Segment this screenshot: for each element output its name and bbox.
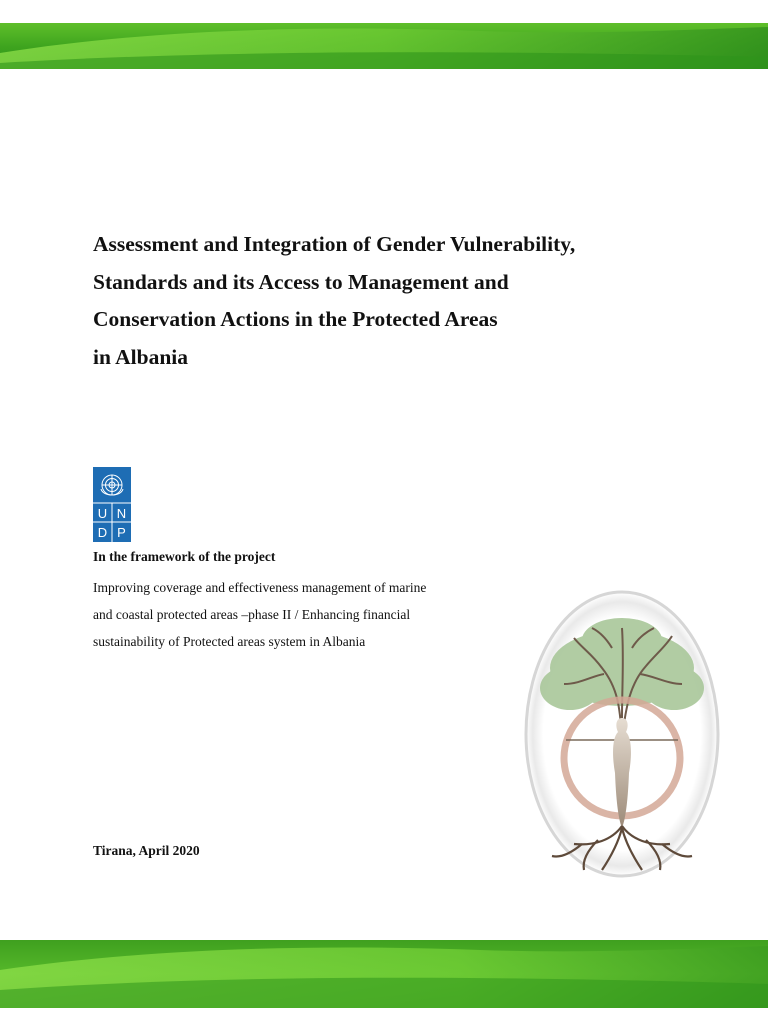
logo-letter-d: D — [97, 525, 108, 540]
document-title — [93, 226, 713, 376]
project-line-1: Improving coverage and effectiveness management of marine — [93, 580, 427, 595]
title-line-3: Conservation Actions in the Protected Areas — [93, 307, 498, 331]
undp-logo — [93, 467, 131, 542]
logo-letter-u: U — [97, 506, 108, 521]
project-description — [93, 574, 513, 655]
project-line-2: and coastal protected areas –phase II / Enhancing financial — [93, 607, 411, 622]
framework-heading: In the framework of the project — [93, 549, 276, 564]
project-line-3: sustainability of Protected areas system in Albania — [93, 634, 366, 649]
title-line-1: Assessment and Integration of Gender Vulnerability, — [93, 232, 576, 256]
logo-letter-p: P — [117, 525, 126, 540]
top-grass-banner — [0, 23, 768, 69]
title-line-4: in Albania — [93, 344, 189, 369]
bottom-grass-banner — [0, 940, 768, 1008]
logo-letter-n: N — [116, 506, 127, 521]
place-date: Tirana, April 2020 — [93, 843, 200, 858]
tree-of-life-emblem — [522, 588, 722, 880]
title-line-2: Standards and its Access to Management and — [93, 269, 509, 294]
un-emblem-icon — [101, 475, 123, 495]
